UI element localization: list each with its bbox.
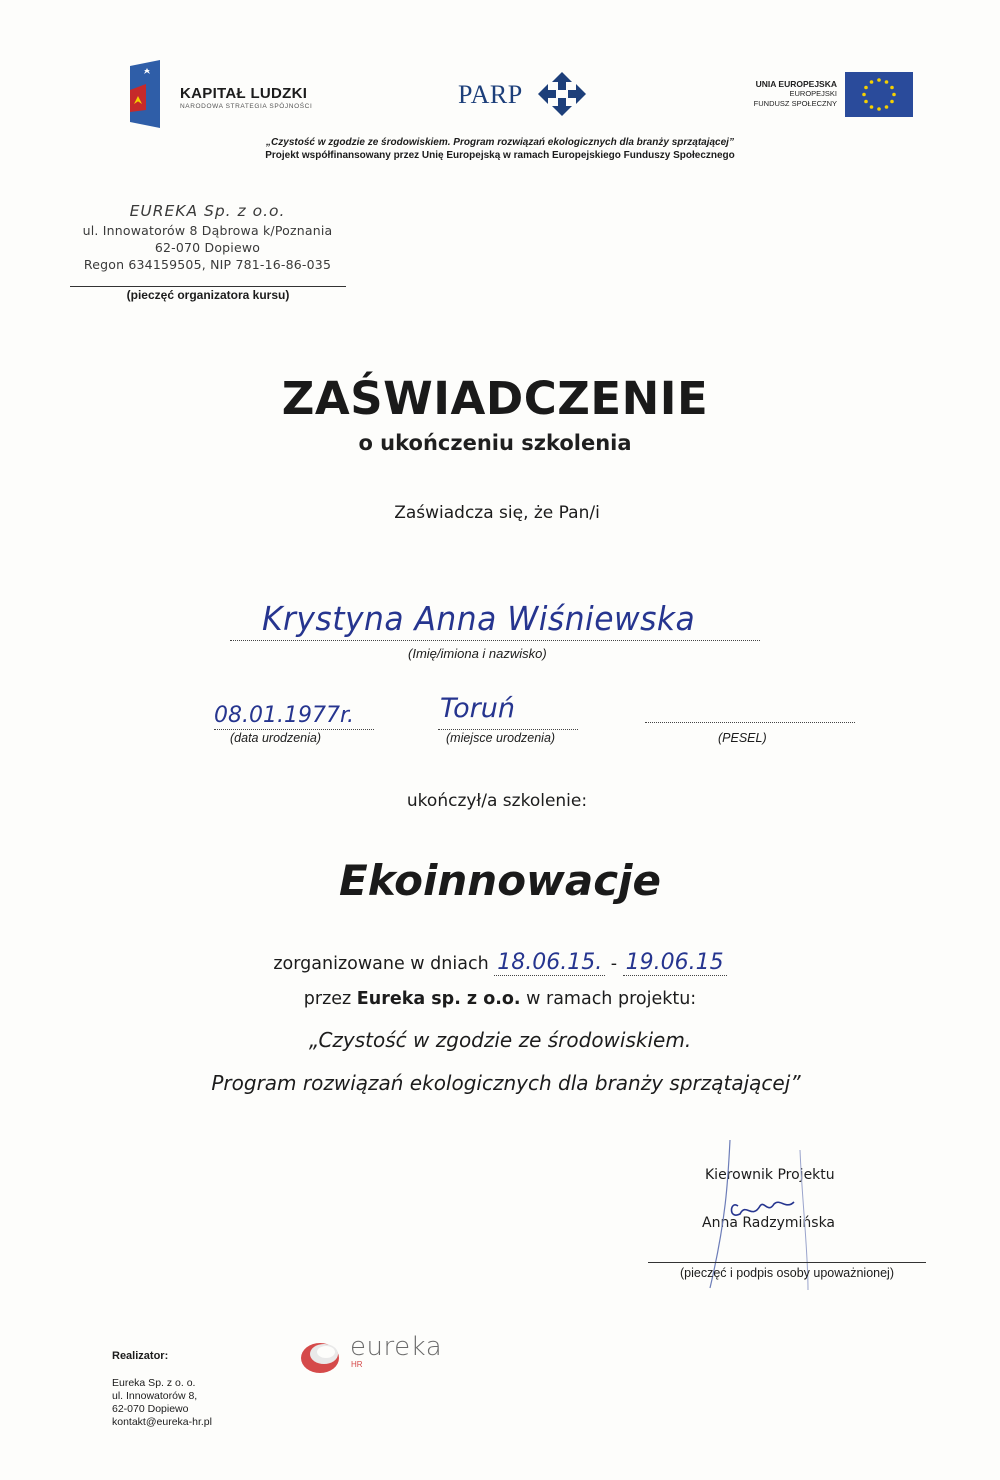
eureka-logo-hr: HR: [351, 1360, 363, 1369]
course-dates: [0, 950, 1000, 975]
completed-text: ukończył/a szkolenie:: [406, 791, 588, 811]
footer-city: 62-070 Dopiewo: [112, 1403, 189, 1415]
footer-email: kontakt@eureka-hr.pl: [112, 1416, 212, 1428]
person-name-handwritten: Krystyna Anna Wiśniewska: [262, 599, 696, 638]
birth-date-line: [214, 729, 374, 730]
stamp-rule: [70, 286, 346, 287]
birth-date-caption: (data urodzenia): [230, 731, 322, 745]
course-name: Ekoinnowacje: [339, 856, 661, 905]
parp-arrows-icon: [538, 72, 586, 116]
footer-company: Eureka Sp. z o. o.: [112, 1377, 196, 1389]
certificate-title: ZAŚWIADCZENIE: [281, 372, 709, 425]
date-separator: -: [605, 954, 623, 974]
certificate-intro: Zaświadcza się, że Pan/i: [394, 503, 600, 523]
footer-street: ul. Innowatorów 8,: [112, 1390, 198, 1402]
eu-flag-icon: [845, 72, 913, 117]
date-to-handwritten: 19.06.15: [623, 950, 727, 976]
project-header: [140, 137, 860, 162]
signatory-name: Anna Radzymińska: [702, 1215, 836, 1231]
person-name-line: [230, 640, 760, 641]
eureka-logo-text: eureka: [350, 1332, 443, 1362]
signature-caption: (pieczęć i podpis osoby upoważnionej): [679, 1266, 894, 1280]
footer-address: [112, 1377, 212, 1429]
eu-line-1: UNIA EUROPEJSKA: [755, 79, 837, 89]
kapital-ludzki-title: KAPITAŁ LUDZKI: [180, 85, 308, 102]
stamp-caption: (pieczęć organizatora kursu): [126, 288, 290, 302]
kapital-ludzki-subtitle: NARODOWA STRATEGIA SPÓJNOŚCI: [180, 103, 313, 110]
birth-place-caption: (miejsce urodzenia): [446, 731, 556, 745]
stamp-street: ul. Innowatorów 8 Dąbrowa k/Poznania: [82, 223, 333, 238]
parp-logo-text: PARP: [458, 80, 523, 109]
birth-place-line: [438, 729, 578, 730]
pesel-line: [645, 722, 855, 723]
organizer-stamp: [70, 200, 345, 273]
dates-prefix: zorganizowane w dniach: [273, 954, 495, 974]
birth-place-handwritten: Toruń: [440, 693, 516, 724]
stamp-city: 62-070 Dopiewo: [154, 240, 261, 255]
eu-line-2: EUROPEJSKI: [789, 89, 837, 98]
project-header-funding: Projekt współfinansowany przez Unię Europejską w ramach Europejskiego Funduszy Społecznego: [265, 149, 735, 161]
birth-date-handwritten: 08.01.1977r.: [214, 703, 354, 728]
kapital-ludzki-emblem-icon: [126, 60, 164, 128]
eu-line-3: FUNDUSZ SPOŁECZNY: [753, 99, 837, 108]
person-name-caption: (Imię/imiona i nazwisko): [408, 646, 547, 661]
project-header-title: „Czystość w zgodzie ze środowiskiem. Program rozwiązań ekologicznych dla branży sprzątającej”: [266, 137, 734, 148]
organizer-line: [0, 989, 1000, 1009]
date-from-handwritten: 18.06.15.: [494, 950, 605, 976]
certificate-subtitle: o ukończeniu szkolenia: [358, 431, 632, 455]
eureka-logo-icon: [298, 1336, 346, 1376]
pesel-caption: (PESEL): [718, 731, 767, 745]
by-organization: Eureka sp. z o.o.: [356, 989, 521, 1009]
eu-text-block: [700, 79, 837, 109]
stamp-regon: Regon 634159505, NIP 781-16-86-035: [83, 257, 332, 272]
realizator-label: Realizator:: [112, 1350, 169, 1362]
project-quote-line-2: Program rozwiązań ekologicznych dla branży sprzątającej”: [211, 1071, 801, 1095]
by-suffix: w ramach projektu:: [520, 989, 697, 1009]
signatory-role: Kierownik Projektu: [705, 1167, 835, 1183]
by-prefix: przez: [303, 989, 357, 1009]
stamp-company-name: EUREKA Sp. z o.o.: [129, 202, 286, 220]
signature-rule: [648, 1262, 926, 1263]
project-quote-line-1: „Czystość w zgodzie ze środowiskiem.: [308, 1028, 692, 1052]
